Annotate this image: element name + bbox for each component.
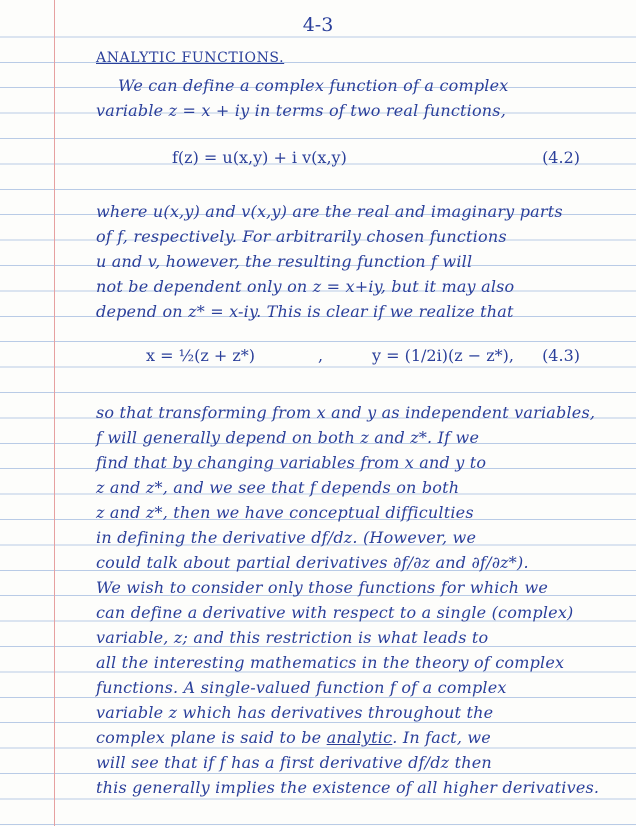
text-line: functions. A single-valued function f of a complex (96, 678, 507, 697)
text-fragment: . In fact, we (392, 728, 491, 747)
equation-separator: , (318, 346, 324, 365)
text-line: could talk about partial derivatives ∂f/∂z and ∂f/∂z*). (96, 553, 529, 572)
text-line-analytic (96, 728, 614, 748)
text-line: u and v, however, the resulting function f will (96, 252, 473, 271)
x-expression: x = ½(z + z*) (146, 346, 256, 365)
page-number: 4-3 (302, 14, 334, 36)
text-line: where u(x,y) and v(x,y) are the real and imaginary parts (96, 202, 563, 221)
y-expression: y = (1/2i)(z − z*), (372, 346, 514, 365)
text-line: find that by changing variables from x and y to (96, 453, 487, 472)
text-line: depend on z* = x-iy. This is clear if we realize that (96, 302, 514, 321)
text-fragment: complex plane is said to be (96, 728, 327, 747)
text-line: We can define a complex function of a complex (118, 76, 509, 95)
equation-label: (4.3) (542, 346, 580, 365)
text-line: variable, z; and this restriction is what leads to (96, 628, 489, 647)
text-line: f will generally depend on both z and z*. If we (96, 428, 480, 447)
text-line: z and z*, and we see that f depends on both (96, 478, 460, 497)
text-line: will see that if f has a first derivative df/dz then (96, 753, 492, 772)
equation-4-3 (0, 346, 636, 372)
text-line: so that transforming from x and y as independent variables, (96, 403, 596, 422)
text-line: this generally implies the existence of all higher derivatives. (96, 778, 600, 797)
text-line: all the interesting mathematics in the theory of complex (96, 653, 565, 672)
text-line: z and z*, then we have conceptual difficulties (96, 503, 474, 522)
text-line: of f, respectively. For arbitrarily chosen functions (96, 227, 507, 246)
equation-4-2 (0, 148, 636, 174)
text-line: can define a derivative with respect to a single (complex) (96, 603, 574, 622)
analytic-term: analytic (326, 728, 393, 747)
text-line: not be dependent only on z = x+iy, but it may also (96, 277, 515, 296)
text-line: variable z which has derivatives throughout the (96, 703, 494, 722)
text-line: variable z = x + iy in terms of two real functions, (96, 101, 506, 120)
text-line: We wish to consider only those functions for which we (96, 578, 549, 597)
equation-expression: f(z) = u(x,y) + i v(x,y) (172, 148, 347, 167)
section-heading: ANALYTIC FUNCTIONS. (96, 50, 285, 66)
equation-label: (4.2) (542, 148, 580, 167)
text-line: in defining the derivative df/dz. (However, we (96, 528, 477, 547)
